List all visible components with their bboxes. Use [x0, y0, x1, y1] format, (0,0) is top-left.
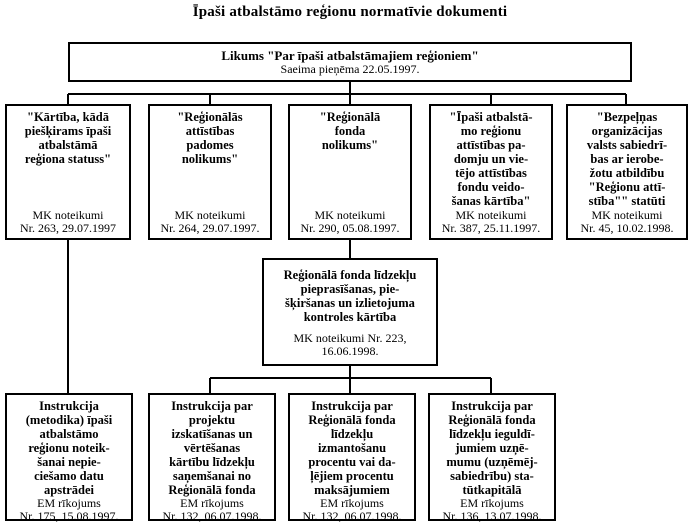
doc-line: šķiršanas un izlietojuma — [285, 295, 415, 310]
doc-line: padomes — [186, 138, 234, 152]
doc-line: atbalstāmo — [39, 427, 99, 441]
doc-line: piešķirams īpaši — [24, 124, 112, 138]
doc-line: šanai nepie- — [37, 455, 101, 469]
doc-line: tējo attīstības — [455, 166, 527, 180]
doc-line: mumu (uzņēmēj- — [446, 455, 538, 469]
doc-line: attīstības — [185, 124, 235, 138]
doc-line: apstrādei — [44, 483, 94, 497]
doc-line: "Īpaši atbalstā- — [449, 110, 533, 124]
doc-line: nolikums" — [321, 138, 379, 152]
doc-line: "Reģionu attī- — [588, 180, 666, 194]
doc-line: šanas kārtība" — [451, 194, 531, 208]
doc-line: Reģionālā fonda — [448, 413, 536, 427]
doc-line: valsts sabiedrī- — [586, 138, 668, 152]
doc-line: projektu — [188, 413, 236, 427]
doc-line: "Reģionālās — [177, 110, 243, 124]
doc-ref: EM rīkojums — [460, 496, 524, 510]
doc-ref: Nr. 387, 25.11.1997. — [441, 221, 541, 235]
doc-line: mo reģionu — [460, 124, 522, 138]
doc-line: Instrukcija par — [451, 399, 533, 413]
doc-ref: 16.06.1998. — [321, 343, 379, 358]
doc-ref: Nr. 132, 06.07.1998. — [302, 509, 402, 523]
doc-line: (metodika) īpaši — [25, 413, 113, 427]
doc-box-padome — [148, 104, 272, 240]
doc-line: žotu atbildību — [589, 166, 665, 180]
doc-line: izmantošanu — [317, 441, 387, 455]
doc-line: domju un vie- — [453, 152, 529, 166]
doc-line: līdzekļu — [330, 427, 374, 441]
doc-line: Reģionālā fonda līdzekļu — [283, 267, 417, 282]
doc-box-statutkapitals — [428, 393, 556, 521]
doc-line: Reģionālā fonda — [168, 483, 256, 497]
doc-line: procentu vai da- — [308, 455, 396, 469]
doc-line: "Kārtība, kādā — [27, 110, 109, 124]
root-law-title: Likums "Par īpaši atbalstāmajiem reģioniem" — [221, 48, 479, 63]
doc-ref: Nr. 136, 13.07.1998. — [442, 509, 542, 523]
doc-line: ļējiem procentu — [310, 469, 394, 483]
doc-line: "Bezpeļņas — [596, 110, 658, 124]
doc-line: "Reģionālā — [319, 110, 381, 124]
doc-ref: MK noteikumi — [314, 208, 386, 222]
doc-line: kontroles kārtība — [303, 309, 397, 324]
doc-box-fonds — [288, 104, 412, 240]
doc-ref: Nr. 290, 05.08.1997. — [300, 221, 400, 235]
doc-ref: Nr. 264, 29.07.1997. — [160, 221, 260, 235]
diagram-title: Īpaši atbalstāmo reģionu normatīvie dokumenti — [192, 4, 508, 20]
doc-line: jumiem uzņē- — [455, 441, 529, 455]
doc-ref: MK noteikumi — [32, 208, 104, 222]
doc-line: atbalstāmā — [38, 138, 98, 152]
doc-ref: EM rīkojums — [320, 496, 384, 510]
doc-line: tūtkapitālā — [462, 483, 522, 497]
doc-box-status — [5, 104, 131, 240]
doc-line: Reģionālā fonda — [308, 413, 396, 427]
doc-line: saņemšanai no — [172, 469, 252, 483]
doc-line: Instrukcija par — [311, 399, 393, 413]
doc-line: organizācijas — [591, 124, 663, 138]
doc-line: ciešamo datu — [34, 469, 104, 483]
doc-ref: Nr. 45, 10.02.1998. — [580, 221, 674, 235]
doc-line: attīstības pa- — [456, 138, 526, 152]
doc-line: izskatīšanas un — [171, 427, 253, 441]
doc-ref: Nr. 132, 06.07.1998. — [162, 509, 262, 523]
doc-line: bas ar ierobe- — [590, 152, 664, 166]
doc-ref: MK noteikumi Nr. 223, — [293, 330, 407, 345]
doc-line: nolikums" — [181, 152, 239, 166]
doc-line: līdzekļu ieguldī- — [449, 427, 535, 441]
doc-box-attistibas-fondi — [429, 104, 553, 240]
root-law-box — [68, 42, 632, 82]
doc-box-fonda-lidzekli — [262, 258, 438, 366]
doc-line: maksājumiem — [314, 483, 390, 497]
doc-box-projekti — [148, 393, 276, 521]
doc-line: pieprasīšanas, pie- — [300, 281, 400, 296]
doc-line: reģionu noteik- — [28, 441, 110, 455]
doc-ref: Nr. 175, 15.08.1997. — [19, 509, 119, 523]
doc-line: Instrukcija — [39, 399, 99, 413]
doc-line: fondu veido- — [457, 180, 525, 194]
doc-line: vērtēšanas — [183, 441, 241, 455]
doc-line: sabiedrību) sta- — [450, 469, 534, 483]
doc-box-statuti — [566, 104, 688, 240]
doc-box-procenti — [288, 393, 416, 521]
doc-line: fonda — [334, 124, 366, 138]
doc-ref: MK noteikumi — [455, 208, 527, 222]
doc-ref: EM rīkojums — [180, 496, 244, 510]
doc-line: reģiona statuss" — [24, 152, 112, 166]
doc-line: Instrukcija par — [171, 399, 253, 413]
doc-ref: MK noteikumi — [174, 208, 246, 222]
doc-ref: MK noteikumi — [591, 208, 663, 222]
doc-line: kārtību līdzekļu — [169, 455, 255, 469]
doc-ref: EM rīkojums — [37, 496, 101, 510]
doc-ref: Nr. 263, 29.07.1997 — [20, 221, 116, 235]
doc-box-metodika — [5, 393, 133, 521]
root-law-date: Saeima pieņēma 22.05.1997. — [280, 62, 420, 76]
doc-line: stība"" statūti — [588, 194, 666, 208]
